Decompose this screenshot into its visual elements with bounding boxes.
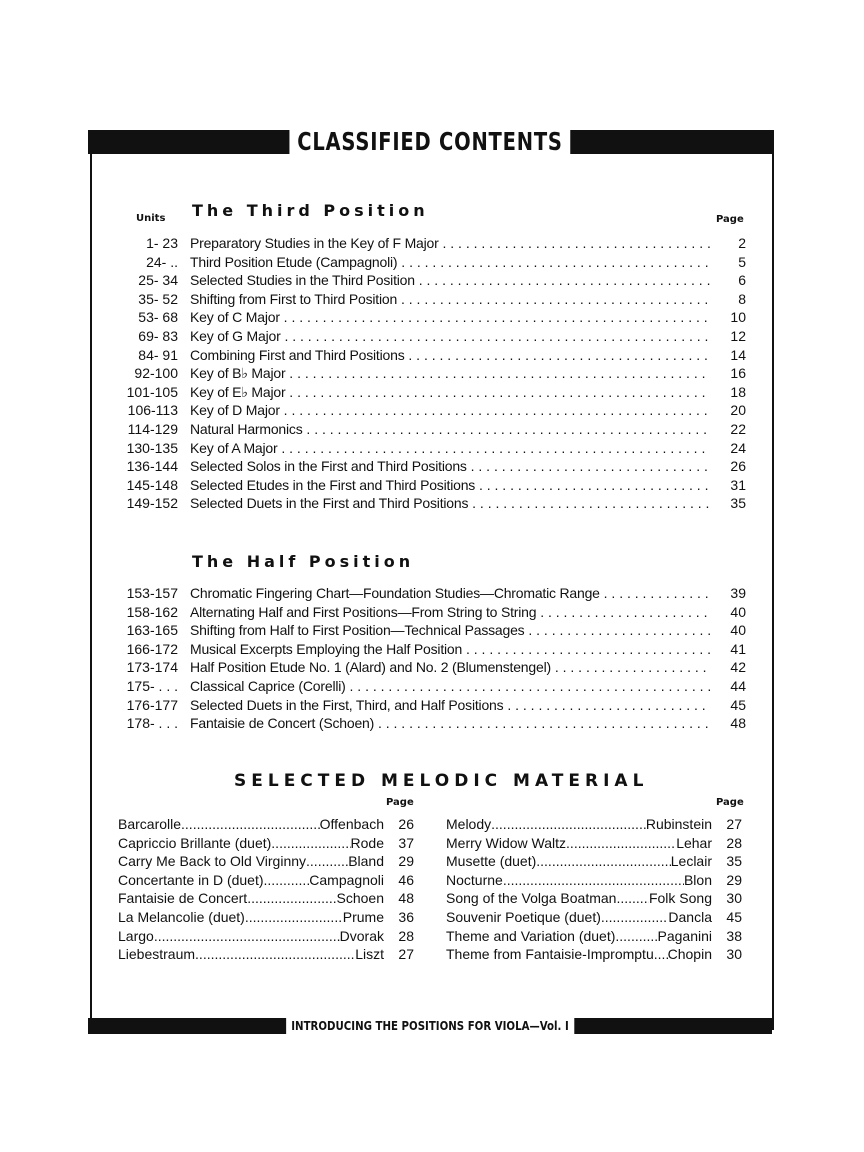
melodic-title: Largo (118, 927, 154, 944)
contents-page: 42 (730, 659, 746, 676)
dot-leader (491, 815, 646, 834)
dot-leader (503, 871, 684, 890)
contents-units: 176-177 (126, 696, 178, 713)
contents-units: 1- 23 (146, 235, 178, 251)
contents-units: 114-129 (127, 420, 178, 437)
contents-title: Selected Studies in the Third Position . . . (190, 271, 710, 290)
melodic-entry (446, 908, 742, 927)
contents-row (110, 420, 746, 439)
contents-units: 173-174 (126, 659, 178, 676)
contents-page: 18 (730, 383, 746, 400)
melodic-page: 28 (398, 927, 414, 944)
melodic-composer: Dancla (668, 908, 712, 925)
contents-page: 6 (738, 272, 746, 289)
contents-units: 163-165 (126, 622, 178, 639)
melodic-entry (118, 871, 414, 890)
contents-row (110, 439, 746, 458)
contents-page: 45 (730, 696, 746, 713)
contents-title: Selected Etudes in the First and Third Positions . . . (190, 476, 710, 495)
page-column-label: Page (716, 214, 744, 225)
melodic-title: Barcarolle (118, 816, 182, 832)
contents-units: 145-148 (126, 476, 178, 493)
contents-row (110, 457, 746, 476)
contents-units: 178- . . . (126, 715, 178, 732)
melodic-entry (446, 927, 742, 946)
melodic-entry (446, 834, 742, 853)
melodic-title: Melody (446, 816, 492, 832)
contents-title: Classical Caprice (Corelli) . . . (190, 677, 710, 696)
melodic-composer: Offenbach (319, 816, 384, 832)
contents-row (110, 383, 746, 402)
contents-units: 24- .. (146, 253, 178, 270)
melodic-composer: Schoen (336, 890, 384, 907)
melodic-composer: Paganini (657, 927, 712, 944)
contents-units: 69- 83 (138, 327, 178, 344)
melodic-entry (446, 889, 742, 908)
melodic-left-column (118, 815, 414, 964)
melodic-title: Carry Me Back to Old Virginny (118, 853, 307, 870)
contents-page: 39 (730, 585, 746, 601)
dot-leader (566, 834, 676, 853)
melodic-composer: Chopin (667, 946, 712, 963)
melodic-composer: Lehar (676, 834, 712, 851)
melodic-page: 45 (726, 908, 742, 925)
units-column-label: Units (136, 213, 166, 224)
contents-row (110, 603, 746, 622)
contents-title: Half Position Etude No. 1 (Alard) and No. 2 (Blumenstengel) . . . (190, 658, 710, 677)
melodic-right-page-label: Page (716, 797, 744, 808)
footer-bar (88, 1018, 772, 1034)
dot-leader (536, 852, 670, 871)
melodic-left-page-label: Page (386, 797, 414, 808)
contents-row (110, 327, 746, 346)
contents-row (110, 290, 746, 309)
contents-page: 41 (730, 640, 746, 657)
melodic-entry (118, 852, 414, 871)
dot-leader (306, 852, 348, 871)
dot-leader (264, 871, 310, 890)
contents-row (110, 234, 746, 253)
melodic-composer: Folk Song (648, 890, 712, 907)
contents-title: Selected Solos in the First and Third Positions . . . (190, 457, 710, 476)
contents-title: Alternating Half and First Positions—From String to String . . . (190, 603, 710, 622)
contents-title: Combining First and Third Positions . . . (190, 346, 710, 365)
contents-title: Shifting from First to Third Position . . . (190, 290, 710, 309)
melodic-entry (118, 908, 414, 927)
contents-title: Key of G Major . . . (190, 327, 710, 346)
melodic-page: 30 (726, 946, 742, 963)
contents-page: 35 (730, 495, 746, 512)
contents-title: Key of D Major . . . (190, 401, 710, 420)
contents-units: 136-144 (126, 458, 178, 475)
dot-leader (601, 908, 669, 927)
melodic-composer: Blon (683, 871, 712, 888)
melodic-entry (118, 889, 414, 908)
contents-page: 22 (730, 420, 746, 437)
page-title: CLASSIFIED CONTENTS (289, 126, 570, 158)
contents-title: Key of C Major . . . (190, 308, 710, 327)
contents-title: Selected Duets in the First and Third Positions . . . (190, 494, 710, 513)
contents-page: 24 (730, 439, 746, 456)
contents-row (110, 401, 746, 420)
third-position-contents (110, 234, 746, 513)
contents-page: 26 (730, 458, 746, 475)
contents-title: Selected Duets in the First, Third, and Half Positions . . . (190, 696, 710, 715)
melodic-page: 28 (726, 834, 742, 851)
melodic-title: Theme from Fantaisie-Impromptu (446, 946, 654, 963)
melodic-composer: Rode (350, 834, 384, 851)
melodic-title: Liebestraum (118, 946, 196, 963)
dot-leader (154, 927, 340, 946)
contents-page: 31 (730, 476, 746, 493)
section-heading-third-position: The Third Position (192, 201, 429, 220)
melodic-title: Capriccio Brillante (duet) (118, 834, 272, 851)
contents-page: 16 (730, 365, 746, 382)
contents-units: 166-172 (126, 640, 178, 657)
melodic-composer: Bland (348, 853, 384, 870)
contents-units: 101-105 (126, 383, 178, 400)
melodic-composer: Rubinstein (645, 816, 712, 832)
contents-row (110, 621, 746, 640)
contents-title: Musical Excerpts Employing the Half Position . . . (190, 640, 710, 659)
melodic-entry (118, 945, 414, 964)
melodic-page: 27 (726, 816, 742, 832)
melodic-page: 38 (726, 927, 742, 944)
contents-units: 158-162 (126, 603, 178, 620)
melodic-composer: Campagnoli (309, 871, 384, 888)
dot-leader (271, 834, 350, 853)
melodic-page: 36 (398, 908, 414, 925)
melodic-title: Nocturne (446, 871, 503, 888)
melodic-title: Fantaisie de Concert (118, 890, 248, 907)
dot-leader (247, 889, 336, 908)
dot-leader (616, 889, 648, 908)
half-position-contents (110, 584, 746, 733)
melodic-page: 27 (398, 946, 414, 963)
melodic-right-column (446, 815, 742, 964)
contents-page: 48 (730, 715, 746, 732)
contents-row (110, 346, 746, 365)
dot-leader (654, 945, 668, 964)
contents-units: 153-157 (126, 585, 178, 601)
dot-leader (195, 945, 355, 964)
melodic-title: Song of the Volga Boatman (446, 890, 617, 907)
contents-page: 40 (730, 622, 746, 639)
melodic-composer: Prume (342, 908, 384, 925)
contents-title: Natural Harmonics . . . (190, 420, 710, 439)
melodic-page: 26 (398, 816, 414, 832)
contents-row (110, 364, 746, 383)
contents-row (110, 271, 746, 290)
contents-page: 40 (730, 603, 746, 620)
contents-row (110, 494, 746, 513)
contents-page: 2 (738, 235, 746, 251)
contents-page: 12 (730, 327, 746, 344)
melodic-entry (118, 834, 414, 853)
dot-leader (245, 908, 343, 927)
contents-units: 53- 68 (138, 309, 178, 326)
contents-row (110, 476, 746, 495)
contents-page: 14 (730, 346, 746, 363)
contents-row (110, 253, 746, 272)
dot-leader (615, 927, 657, 946)
melodic-title: Theme and Variation (duet) (446, 927, 616, 944)
melodic-entry (446, 815, 742, 834)
contents-title: Shifting from Half to First Position—Technical Passages . . . (190, 621, 710, 640)
melodic-entry (118, 927, 414, 946)
melodic-title: Musette (duet) (446, 853, 537, 870)
melodic-page: 30 (726, 890, 742, 907)
melodic-entry (446, 852, 742, 871)
contents-row (110, 714, 746, 733)
melodic-composer: Dvorak (339, 927, 384, 944)
melodic-title: Merry Widow Waltz (446, 834, 567, 851)
melodic-title: Concertante in D (duet) (118, 871, 264, 888)
contents-units: 92-100 (134, 365, 178, 382)
melodic-entry (446, 871, 742, 890)
melodic-page: 48 (398, 890, 414, 907)
contents-title: Key of B♭ Major . . . (190, 364, 710, 383)
contents-title: Key of A Major . . . (190, 439, 710, 458)
contents-page: 5 (738, 253, 746, 270)
melodic-page: 29 (398, 853, 414, 870)
contents-units: 25- 34 (138, 272, 178, 289)
melodic-page: 35 (726, 853, 742, 870)
contents-units: 84- 91 (138, 346, 178, 363)
contents-title: Preparatory Studies in the Key of F Major . . . (190, 234, 710, 253)
melodic-entry (118, 815, 414, 834)
melodic-page: 29 (726, 871, 742, 888)
contents-title: Third Position Etude (Campagnoli) . . . (190, 253, 710, 272)
contents-units: 35- 52 (138, 290, 178, 307)
header-bar (88, 127, 772, 156)
contents-units: 130-135 (126, 439, 178, 456)
melodic-page: 46 (398, 871, 414, 888)
contents-title: Fantaisie de Concert (Schoen) . . . (190, 714, 710, 733)
contents-units: 175- . . . (126, 677, 178, 694)
contents-title: Chromatic Fingering Chart—Foundation Studies—Chromatic Range . . . (190, 584, 710, 603)
contents-page: 10 (730, 309, 746, 326)
contents-row (110, 696, 746, 715)
dot-leader (181, 815, 320, 834)
melodic-entry (446, 945, 742, 964)
contents-row (110, 640, 746, 659)
book-title: INTRODUCING THE POSITIONS FOR VIOLA—Vol. I (286, 1017, 574, 1035)
melodic-composer: Liszt (355, 946, 384, 963)
section-heading-melodic-material: SELECTED MELODIC MATERIAL (234, 771, 649, 791)
contents-page: 20 (730, 402, 746, 419)
contents-page: 44 (730, 677, 746, 694)
melodic-composer: Leclair (670, 853, 712, 870)
section-heading-half-position: The Half Position (192, 552, 415, 571)
contents-row (110, 677, 746, 696)
melodic-title: La Melancolie (duet) (118, 908, 245, 925)
contents-row (110, 584, 746, 603)
contents-units: 149-152 (126, 495, 178, 512)
contents-title: Key of E♭ Major . . . (190, 383, 710, 402)
contents-units: 106-113 (127, 402, 178, 419)
contents-row (110, 658, 746, 677)
melodic-title: Souvenir Poetique (duet) (446, 908, 601, 925)
melodic-page: 37 (398, 834, 414, 851)
contents-row (110, 308, 746, 327)
contents-page: 8 (738, 290, 746, 307)
